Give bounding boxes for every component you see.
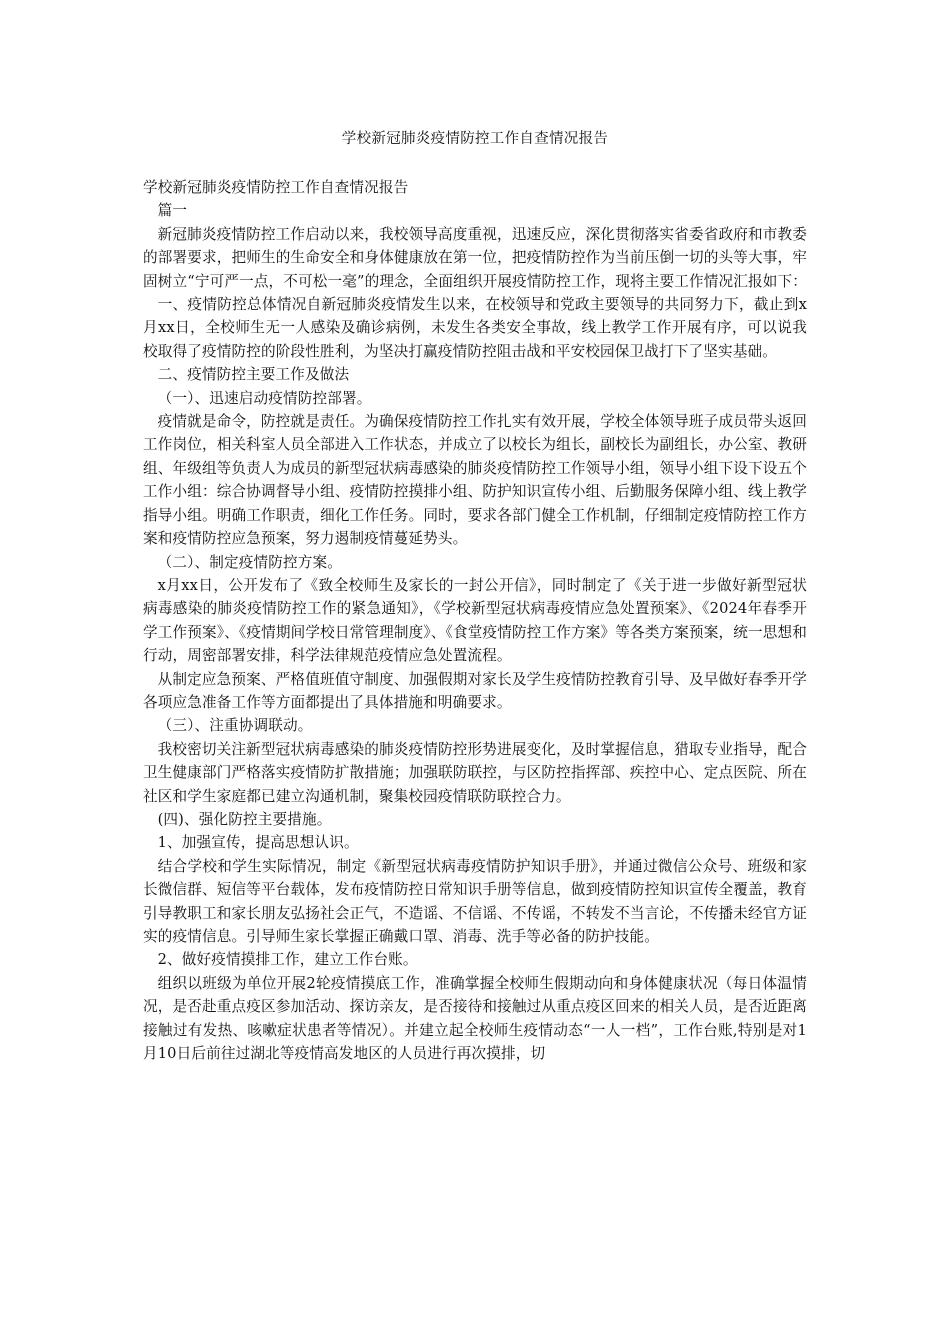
paragraph: 组织以班级为单位开展2轮疫情摸底工作，准确掌握全校师生假期动向和身体健康状况（每日体温情况，是否赴重点疫区参加活动、探访亲友，是否接待和接触过从重点疫区回来的相关人员，是否近距离接触过有发热、咳嗽症状患者等情况）。并建立起全校师生疫情动态“一人一档”，工作台账,特别是对1月10日后前往过湖北等疫情高发地区的人员进行再次摸排，切 bbox=[143, 974, 807, 1063]
paragraph: （二）、制定疫情防控方案。 bbox=[157, 553, 342, 571]
paragraph: 从制定应急预案、严格值班值守制度、加强假期对家长及学生疫情防控教育引导、及早做好春季开学各项应急准备工作等方面都提出了具体措施和明确要求。 bbox=[143, 670, 807, 711]
paragraph: 二、疫情防控主要工作及做法 bbox=[157, 366, 350, 384]
paragraph: （三）、注重协调联动。 bbox=[157, 717, 313, 735]
document-heading: 学校新冠肺炎疫情防控工作自查情况报告 bbox=[143, 179, 409, 196]
document-body bbox=[143, 176, 807, 1065]
document-title: 学校新冠肺炎疫情防控工作自查情况报告 bbox=[341, 131, 609, 147]
paragraph: 一、疫情防控总体情况自新冠肺炎疫情发生以来，在校领导和党政主要领导的共同努力下，截止到x月xx日，全校师生无一人感染及确诊病例，未发生各类安全事故，线上教学工作开展有序，可以说我校取得了疫情防控的阶段性胜利，为坚决打赢疫情防控阻击战和平安校园保卫战打下了坚实基础。 bbox=[143, 296, 807, 360]
paragraph: (四)、强化防控主要措施。 bbox=[157, 810, 332, 828]
paragraph: 篇一 bbox=[157, 202, 188, 220]
paragraph: 结合学校和学生实际情况，制定《新型冠状病毒疫情防护知识手册》，并通过微信公众号、班级和家长微信群、短信等平台载体，发布疫情防控日常知识手册等信息，做到疫情防控知识宣传全覆盖，教育引导教职工和家长朋友弘扬社会正气，不造谣、不信谣、不传谣，不转发不当言论，不传播未经官方证实的疫情信息。引导师生家长掌握正确戴口罩、消毒、洗手等必备的防护技能。 bbox=[143, 857, 807, 945]
paragraph: 2、做好疫情摸排工作，建立工作台账。 bbox=[157, 951, 418, 969]
paragraph: 疫情就是命令，防控就是责任。为确保疫情防控工作扎实有效开展，学校全体领导班子成员带头返回工作岗位，相关科室人员全部进入工作状态，并成立了以校长为组长，副校长为副组长，办公室、教研组、年级组等负责人为成员的新型冠状病毒感染的肺炎疫情防控工作领导小组，领导小组下设下设五个工作小组：综合协调督导小组、疫情防控摸排小组、防护知识宣传小组、后勤服务保障小组、线上教学指导小组。明确工作职责，细化工作任务。同时，要求各部门健全工作机制，仔细制定疫情防控工作方案和疫情防控应急预案，努力遏制疫情蔓延势头。 bbox=[143, 413, 807, 548]
paragraph: 新冠肺炎疫情防控工作启动以来，我校领导高度重视，迅速反应，深化贯彻落实省委省政府和市教委的部署要求，把师生的生命安全和身体健康放在第一位，把疫情防控作为当前压倒一切的头等大事，牢固树立“宁可严一点，不可松一毫”的理念，全面组织开展疫情防控工作，现将主要工作情况汇报如下： bbox=[143, 225, 807, 290]
paragraph: （一）、迅速启动疫情防控部署。 bbox=[157, 389, 372, 407]
paragraph: x月xx日，公开发布了《致全校师生及家长的一封公开信》，同时制定了《关于进一步做好新型冠状病毒感染的肺炎疫情防控工作的紧急通知》，《学校新型冠状病毒疫情应急处置预案》、《2024年春季开学工作预案》、《疫情期间学校日常管理制度》、《食堂疫情防控工作方案》等各类方案预案，统一思想和行动，周密部署安排，科学法律规范疫情应急处置流程。 bbox=[143, 576, 807, 665]
paragraph: 我校密切关注新型冠状病毒感染的肺炎疫情防控形势进展变化，及时掌握信息，猎取专业指导，配合卫生健康部门严格落实疫情防扩散措施；加强联防联控，与区防控指挥部、疾控中心、定点医院、所在社区和学生家庭都已建立沟通机制，聚集校园疫情联防联控合力。 bbox=[143, 740, 807, 805]
paragraph: 1、加强宣传，提高思想认识。 bbox=[157, 834, 359, 852]
